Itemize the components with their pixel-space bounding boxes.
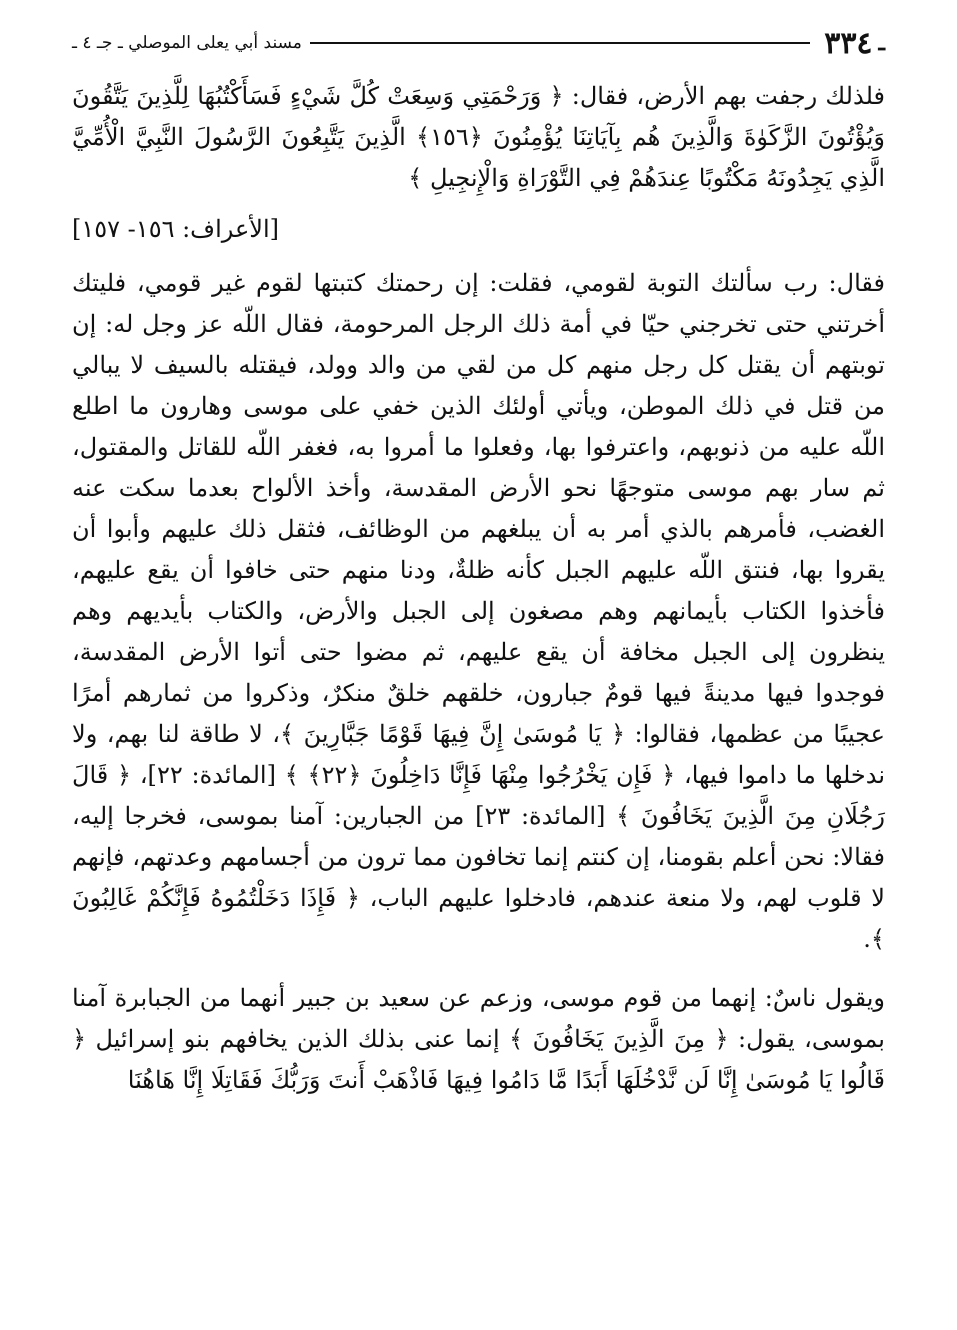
page-header bbox=[72, 20, 885, 66]
paragraph-1: فلذلك رجفت بهم الأرض، فقال: ﴿ وَرَحْمَتِي وَسِعَتْ كُلَّ شَيْءٍ فَسَأَكْتُبُهَا لِلَّذِينَ يَتَّقُونَ وَيُؤْتُونَ الزَّكَوٰةَ وَالَّذِينَ هُم بِآيَاتِنَا يُؤْمِنُونَ ﴿١٥٦﴾ الَّذِينَ يَتَّبِعُونَ الرَّسُولَ النَّبِيَّ الْأُمِّيَّ الَّذِي يَجِدُونَهُ مَكْتُوبًا عِندَهُمْ فِي التَّوْرَاةِ وَالْإِنجِيلِ ﴾ bbox=[72, 82, 885, 192]
paragraph-3: ويقول ناسٌ: إنهما من قوم موسى، وزعم عن سعيد بن جبير أنهما من الجبابرة آمنا بموسى، يقول: ﴿ مِنَ الَّذِينَ يَخَافُونَ ﴾ إنما عنى بذلك الذين يخافهم بنو إسرائيل ﴿ قَالُوا يَا مُوسَىٰ إِنَّا لَن نَّدْخُلَهَا أَبَدًا مَّا دَامُوا فِيهَا فَاذْهَبْ أَنتَ وَرَبُّكَ فَقَاتِلَا إِنَّا هَاهُنَا bbox=[72, 984, 885, 1094]
header-dash: ـ bbox=[878, 30, 885, 56]
paragraph-2: فقال: رب سألتك التوبة لقومي، فقلت: إن رحمتك كتبتها لقوم غير قومي، فليتك أخرتني حتى تخرجني حيّا في أمة ذلك الرجل المرحومة، فقال اللّه عز وجل له: إن توبتهم أن يقتل كل رجل منهم كل من لقي من والد وولد، فيقتله بالسيف لا يبالي من قتل في ذلك الموطن، ويأتي أولئك الذين خفي على موسى وهارون ما اطلع اللّه عليه من ذنوبهم، واعترفوا بها، وفعلوا ما أمروا به، فغفر اللّه للقاتل والمقتول، ثم سار بهم موسى متوجهًا نحو الأرض المقدسة، وأخذ الألواح بعدما سكت عنه الغضب، فأمرهم بالذي أمر به أن يبلغهم من الوظائف، فثقل ذلك عليهم وأبوا أن يقروا بها، فنتق اللّه عليهم الجبل كأنه ظلةٌ، ودنا منهم حتى خافوا أن يقع عليهم، فأخذوا الكتاب بأيمانهم وهم مصغون إلى الجبل والأرض، والكتاب بأيديهم وهم ينظرون إلى الجبل مخافة أن يقع عليهم، ثم مضوا حتى أتوا الأرض المقدسة، فوجدوا فيها مدينةً فيها قومٌ جبارون، خلقهم خلقٌ منكرٌ، وذكروا من ثمارهم أمرًا عجيبًا من عظمها، فقالوا: ﴿ يَا مُوسَىٰ إِنَّ فِيهَا قَوْمًا جَبَّارِينَ ﴾، لا طاقة لنا بهم، ولا ندخلها ما داموا فيها، ﴿ فَإِن يَخْرُجُوا مِنْهَا فَإِنَّا دَاخِلُونَ ﴿٢٢﴾ ﴾ [المائدة: ٢٢]، ﴿ قَالَ رَجُلَانِ مِنَ الَّذِينَ يَخَافُونَ ﴾ [المائدة: ٢٣] من الجبارين: آمنا بموسى، فخرجا إليه، فقالا: نحن أعلم بقومنا، إن كنتم إنما تخافون مما ترون من أجسامهم وعدتهم، فإنهم لا قلوب لهم، ولا منعة عندهم، فادخلوا عليهم الباب، ﴿ فَإِذَا دَخَلْتُمُوهُ فَإِنَّكُمْ غَالِبُونَ ﴾. bbox=[72, 269, 886, 953]
header-rule bbox=[310, 42, 810, 44]
book-title: مسند أبي يعلى الموصلي ـ جـ ٤ ـ bbox=[72, 33, 302, 53]
quran-reference: [الأعراف: ١٥٦- ١٥٧] bbox=[72, 215, 280, 243]
page-number: ٣٣٤ bbox=[824, 25, 873, 61]
